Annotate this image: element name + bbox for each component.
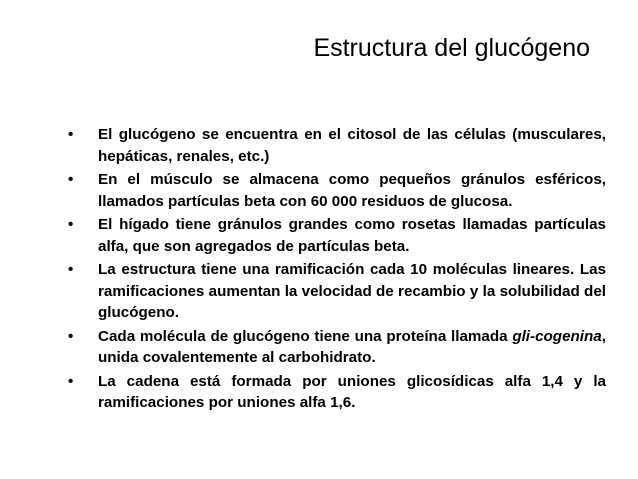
bullet-text: El glucógeno se encuentra en el citosol de las células (musculares, hepáticas, renales, etc.) [98,126,606,165]
bullet-text-after: , unida covalentemente al carbohidrato. [98,327,606,366]
bullet-text-before: Cada molécula de glucógeno tiene una proteína llamada [98,327,513,345]
bullet-item-5 [66,326,606,369]
bullet-dot-icon: • [68,372,74,390]
bullet-text: En el músculo se almacena como pequeños gránulos esféricos, llamados partículas beta con 60 000 residuos de glucosa. [98,171,606,210]
bullet-item-6 [66,371,606,414]
bullet-text-italic: gli-cogenina [512,327,602,345]
bullet-text: La estructura tiene una ramificación cada 10 moléculas lineares. Las ramificaciones aumentan la velocidad de recambio y la solubilidad del glucógeno. [98,261,606,321]
slide-title: Estructura del glucógeno [313,34,590,62]
bullet-item-1 [66,124,606,167]
bullet-item-2 [66,169,606,212]
bullet-text: La cadena está formada por uniones glicosídicas alfa 1,4 y la ramificaciones por uniones alfa 1,6. [98,372,606,411]
bullet-text: El hígado tiene gránulos grandes como rosetas llamadas partículas alfa, que son agregados de partículas beta. [98,216,606,255]
bullet-list [66,124,606,416]
bullet-dot-icon: • [68,171,74,188]
bullet-dot-icon: • [68,327,74,345]
bullet-dot-icon: • [68,216,74,233]
bullet-dot-icon: • [68,261,74,278]
bullet-item-4 [66,259,606,324]
bullet-item-3 [66,214,606,257]
bullet-dot-icon: • [68,126,74,143]
